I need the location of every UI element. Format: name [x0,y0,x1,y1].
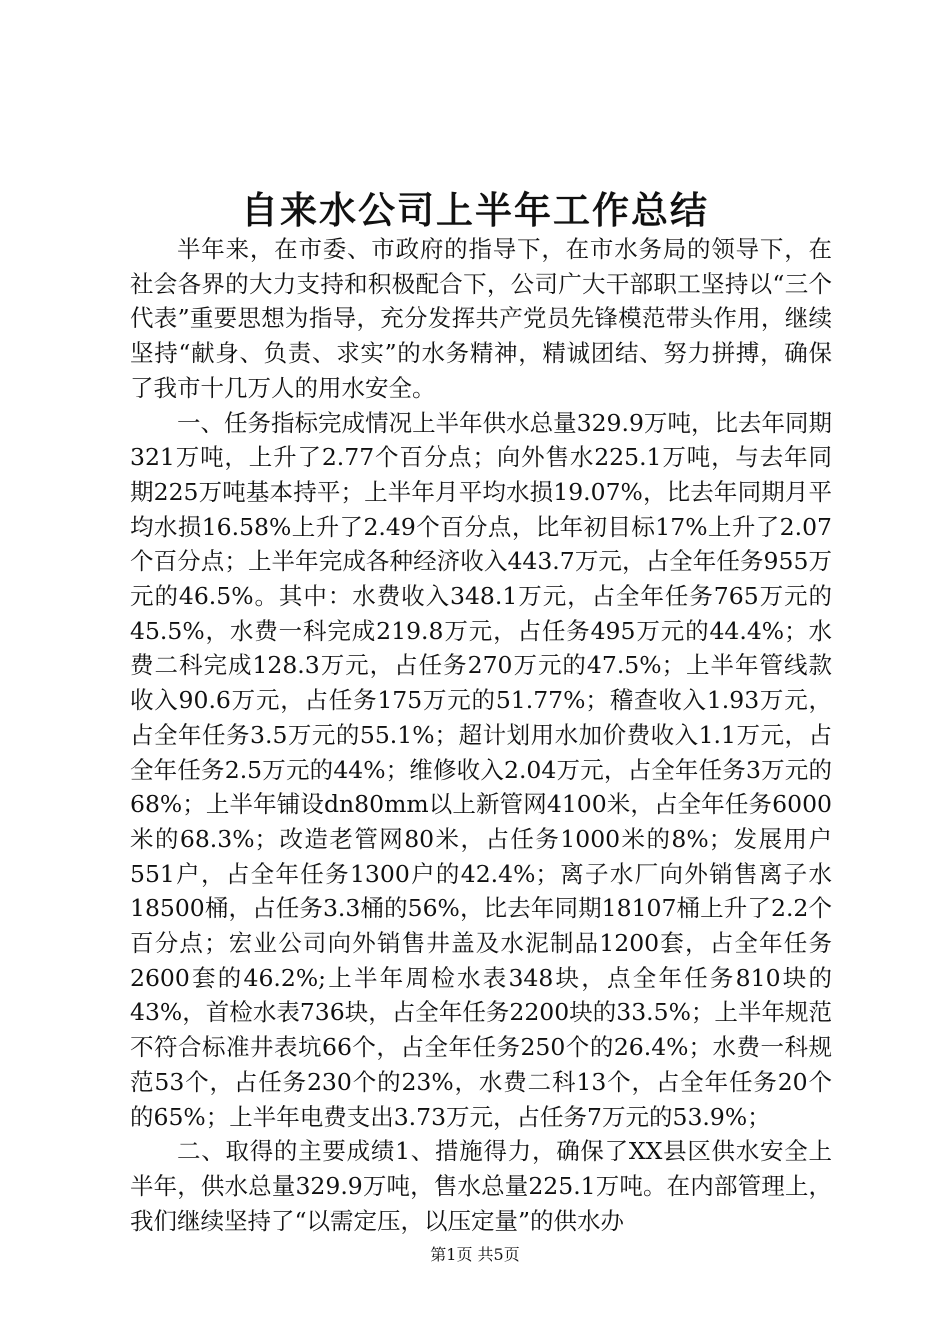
document-body [130,232,832,1238]
paragraph-intro: 半年来，在市委、市政府的指导下，在市水务局的领导下，在社会各界的大力支持和积极配合下，公司广大干部职工坚持以“三个代表”重要思想为指导，充分发挥共产党员先锋模范带头作用，继续坚持“献身、负责、求实”的水务精神，精诚团结、努力拼搏，确保了我市十几万人的用水安全。 [130,235,832,402]
page-number-footer: 第1页 共5页 [430,1245,520,1264]
paragraph-achievements: 二、取得的主要成绩1、措施得力，确保了XX县区供水安全上半年，供水总量329.9万吨，售水总量225.1万吨。在内部管理上，我们继续坚持了“以需定压，以压定量”的供水办 [130,1137,832,1235]
paragraph-task-indicators: 一、任务指标完成情况上半年供水总量329.9万吨，比去年同期321万吨，上升了2.77个百分点；向外售水225.1万吨，与去年同期225万吨基本持平；上半年月平均水损19.07%，比去年同期月平均水损16.58%上升了2.49个百分点，比年初目标17%上升了2.07个百分点；上半年完成各种经济收入443.7万元，占全年任务955万元的46.5%。其中：水费收入348.1万元，占全年任务765万元的45.5%，水费一科完成219.8万元，占任务495万元的44.4%；水费二科完成128.3万元，占任务270万元的47.5%；上半年管线款收入90.6万元，占任务175万元的51.77%；稽查收入1.93万元，占全年任务3.5万元的55.1%；超计划用水加价费收入1.1万元，占全年任务2.5万元的44%；维修收入2.04万元，占全年任务3万元的68%；上半年铺设dn80mm以上新管网4100米，占全年任务6000米的68.3%；改造老管网80米，占任务1000米的8%；发展用户551户，占全年任务1300户的42.4%；离子水厂向外销售离子水18500桶，占任务3.3桶的56%，比去年同期18107桶上升了2.2个百分点；宏业公司向外销售井盖及水泥制品1200套，占全年任务2600套的46.2%;上半年周检水表348块，点全年任务810块的43%，首检水表736块，占全年任务2200块的33.5%；上半年规范不符合标准井表坑66个，占全年任务250个的26.4%；水费一科规范53个，占任务230个的23%，水费二科13个，占全年任务20个的65%；上半年电费支出3.73万元，占任务7万元的53.9%； [130,408,832,1131]
document-title: 自来水公司上半年工作总结 [241,188,709,232]
